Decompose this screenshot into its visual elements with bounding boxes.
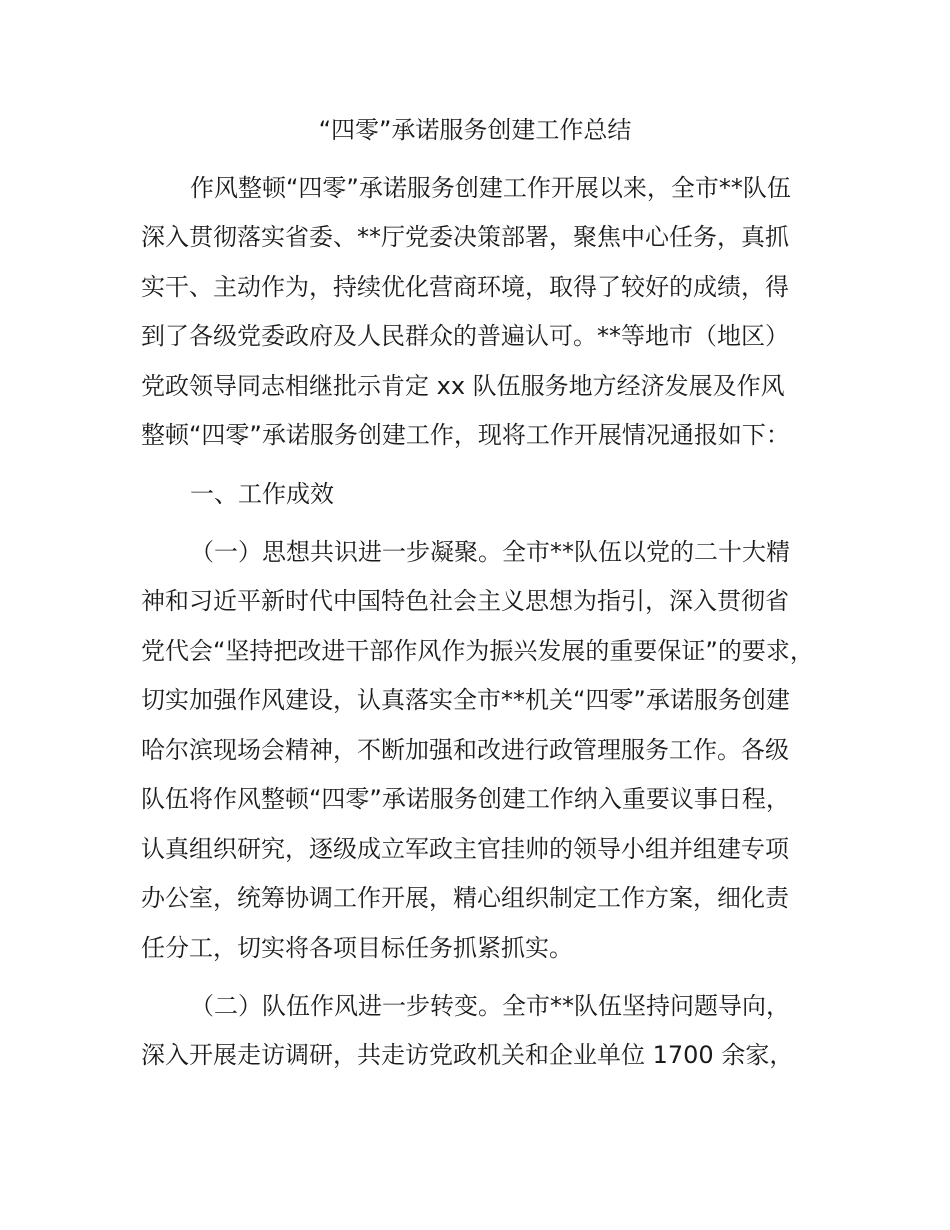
paragraph-line: 党代会“坚持把改进干部作风作为振兴发展的重要保证”的要求，	[141, 637, 814, 665]
paragraph-line: （一）思想共识进一步凝聚。全市**队伍以党的二十大精	[190, 538, 790, 566]
paragraph-line: 深入开展走访调研，共走访党政机关和企业单位 1700 余家，	[141, 1041, 794, 1069]
paragraph-line: （二）队伍作风进一步转变。全市**队伍坚持问题导向，	[190, 992, 790, 1020]
paragraph-line: 办公室，统筹协调工作开展，精心组织制定工作方案，细化责	[141, 884, 789, 912]
paragraph-line: 作风整顿“四零”承诺服务创建工作开展以来，全市**队伍	[190, 174, 791, 202]
paragraph-line: 整顿“四零”承诺服务创建工作，现将工作开展情况通报如下：	[141, 421, 790, 449]
paragraph-line: 切实加强作风建设，认真落实全市**机关“四零”承诺服务创建	[141, 686, 790, 714]
paragraph-line: 任分工，切实将各项目标任务抓紧抓实。	[141, 934, 573, 962]
paragraph-line: 队伍将作风整顿“四零”承诺服务创建工作纳入重要议事日程，	[141, 785, 790, 813]
section-heading: 一、工作成效	[190, 480, 334, 508]
paragraph-line: 深入贯彻落实省委、**厅党委决策部署，聚焦中心任务，真抓	[141, 223, 789, 251]
paragraph-line: 实干、主动作为，持续优化营商环境，取得了较好的成绩，得	[141, 273, 789, 301]
document-title: “四零”承诺服务创建工作总结	[318, 116, 632, 144]
paragraph-line: 神和习近平新时代中国特色社会主义思想为指引，深入贯彻省	[141, 587, 789, 615]
paragraph-line: 党政领导同志相继批示肯定 xx 队伍服务地方经济发展及作风	[141, 372, 785, 400]
paragraph-line: 到了各级党委政府及人民群众的普遍认可。**等地市（地区）	[141, 322, 789, 350]
paragraph-line: 哈尔滨现场会精神，不断加强和改进行政管理服务工作。各级	[141, 736, 789, 764]
paragraph-line: 认真组织研究，逐级成立军政主官挂帅的领导小组并组建专项	[141, 835, 789, 863]
